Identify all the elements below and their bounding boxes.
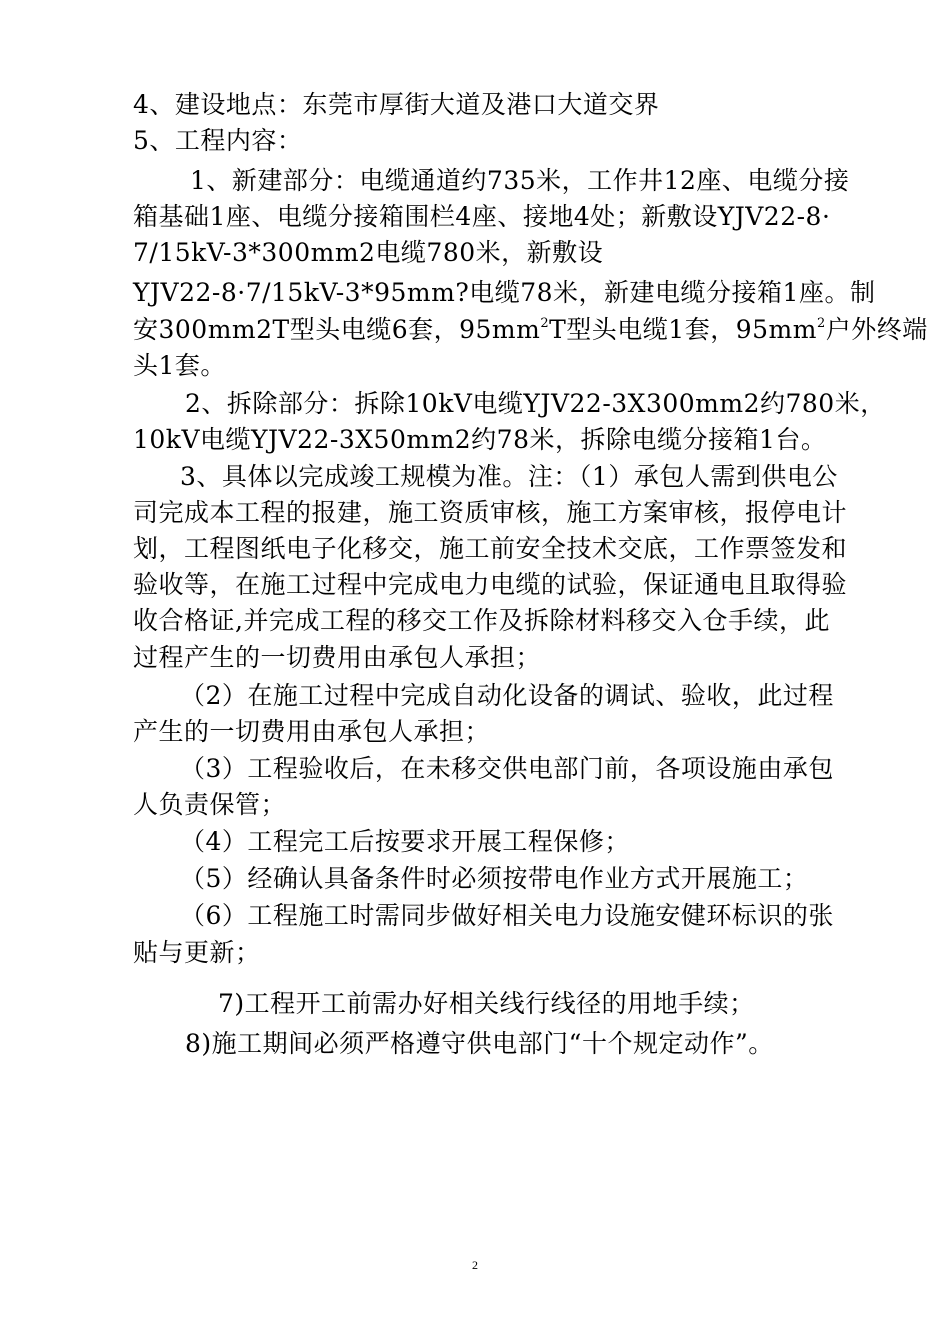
text-line: 过程产生的一切费用由承包人承担； [133, 643, 542, 672]
text-line: 5、工程内容： [133, 126, 303, 155]
text-line: 8)施工期间必须严格遵守供电部门“十个规定动作”。 [185, 1029, 774, 1058]
text-line: （5）经确认具备条件时必须按带电作业方式开展施工； [180, 864, 809, 893]
text-segment: T型头电缆1套，95mm [549, 315, 817, 344]
text-line: 3、具体以完成竣工规模为准。注：（1）承包人需到供电公 [180, 462, 838, 491]
text-segment: 户外终端 [825, 315, 928, 344]
text-line: 验收等，在施工过程中完成电力电缆的试验，保证通电且取得验 [133, 570, 848, 599]
text-line: 2、拆除部分：拆除10kV电缆YJV22-3X300mm2约780米， [185, 389, 886, 418]
text-segment: 安300mm2T型头电缆6套，95mm [133, 315, 541, 344]
text-line: 箱基础1座、电缆分接箱围栏4座、接地4处；新敷设YJV22-8· [133, 202, 831, 231]
superscript: 2 [816, 316, 826, 331]
text-line: 头1套。 [133, 351, 226, 380]
text-line: 收合格证,并完成工程的移交工作及拆除材料移交入仓手续，此 [133, 606, 830, 635]
text-line: 人负责保管； [133, 790, 287, 819]
text-line [133, 313, 928, 347]
text-line: YJV22-8·7/15kV-3*95mm?电缆78米，新建电缆分接箱1座。制 [133, 278, 876, 307]
text-line: 划，工程图纸电子化移交，施工前安全技术交底，工作票签发和 [133, 534, 848, 563]
text-line: 4、建设地点：东莞市厚街大道及港口大道交界 [133, 90, 660, 119]
text-line: 产生的一切费用由承包人承担； [133, 717, 491, 746]
text-line: 7/15kV-3*300mm2电缆780米，新敷设 [133, 238, 604, 267]
text-line: （4）工程完工后按要求开展工程保修； [180, 827, 630, 856]
superscript: 2 [540, 316, 550, 331]
text-line: 贴与更新； [133, 938, 261, 967]
text-line: （3）工程验收后，在未移交供电部门前，各项设施由承包 [180, 754, 834, 783]
text-line: 7)工程开工前需办好相关线行线径的用地手续； [218, 989, 755, 1018]
text-line: 1、新建部分：电缆通道约735米，工作井12座、电缆分接 [190, 166, 850, 195]
text-line: （2）在施工过程中完成自动化设备的调试、验收，此过程 [180, 681, 834, 710]
text-line: 司完成本工程的报建，施工资质审核，施工方案审核，报停电计 [133, 498, 848, 527]
text-line: 10kV电缆YJV22-3X50mm2约78米，拆除电缆分接箱1台。 [133, 425, 827, 454]
text-line: （6）工程施工时需同步做好相关电力设施安健环标识的张 [180, 901, 834, 930]
page-number: 2 [472, 1258, 478, 1272]
